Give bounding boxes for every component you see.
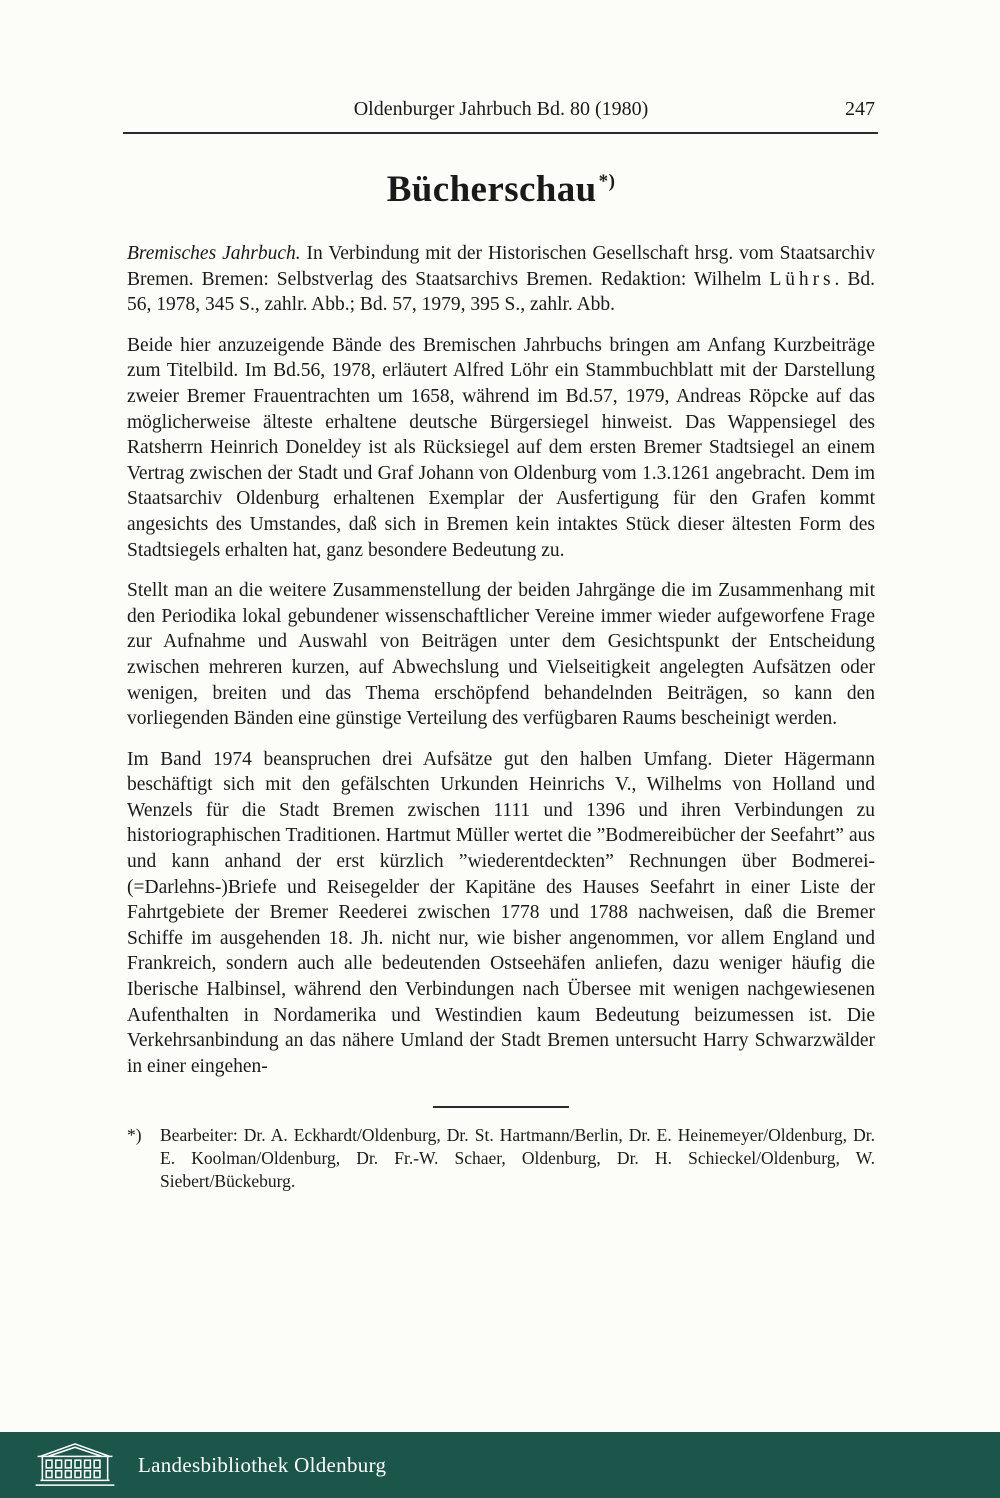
- reference-work-title: Bremisches Jahrbuch.: [127, 243, 301, 264]
- running-head: [127, 96, 875, 122]
- body-paragraph: Beide hier anzuzeigende Bände des Bremischen Jahrbuchs bringen am Anfang Kurzbeiträge zum Titelbild. Im Bd.56, 1978, erläutert Alfred Löhr ein Stammbuchblatt mit der Darstellung zweier Bremer Frauentrachten um 1658, während im Bd.57, 1979, Andreas Röpcke auf das möglicherweise älteste erhaltene deutsche Bürgersiegel hinweist. Das Wappensiegel des Ratsherrn Heinrich Doneldey ist als Rücksiegel auf dem ersten Bremer Stadtsiegel an einem Vertrag zwischen der Stadt und Graf Johann von Oldenburg vom 1.3.1261 angebracht. Dem im Staatsarchiv Oldenburg erhaltenen Exemplar der Ausfertigung für den Grafen kommt angesichts des Umstandes, daß sich in Bremen kein intaktes Stück dieser ältesten Form des Stadtsiegels erhalten hat, ganz besondere Bedeutung zu.: [127, 334, 875, 561]
- journal-title: Oldenburger Jahrbuch Bd. 80 (1980): [353, 98, 649, 120]
- body-paragraph: Im Band 1974 beanspruchen drei Aufsätze gut den halben Umfang. Dieter Hägermann beschäftigt sich mit den gefälschten Urkunden Heinrichs V., Wilhelms von Holland und Wenzels für die Stadt Bremen zwischen 1111 und 1396 und ihren Verbindungen zu historiographischen Traditionen. Hartmut Müller wertet die ”Bodmereibücher der Seefahrt” aus und kann anhand der erst kürzlich ”wiederentdeckten” Rechnungen über Bodmerei-(=Darlehns-)Briefe und Reisegelder der Kapitäne des Hauses Seefahrt in einer Liste der Fahrtgebiete der Bremer Reederei zwischen 1778 und 1788 nachweisen, daß die Bremer Schiffe im ausgehenden 18. Jh. nicht nur, wie bisher angenommen, vor allem England und Frankreich, sondern auch alle bedeutenden Ostseehäfen anliefen, dazu weniger häufig die Iberische Halbinsel, während den Verbindungen nach Übersee mit wenigen nachgewiesenen Aufenthalten in Nordamerika und Westindien kaum Bedeutung beizumessen ist. Die Verkehrsanbindung an das nähere Umland der Stadt Bremen untersucht Harry Schwarzwälder in einer eingehen-: [127, 748, 875, 1077]
- reference-text-b: . Bd. 56, 1978, 345 S., zahlr. Abb.; Bd. 57, 1979, 395 S., zahlr. Abb.: [127, 268, 875, 316]
- footnote-text: Bearbeiter: Dr. A. Eckhardt/Oldenburg, Dr. St. Hartmann/Berlin, Dr. E. Heinemeyer/Oldenburg, Dr. E. Koolman/Oldenburg, Dr. Fr.-W. Schaer, Oldenburg, Dr. H. Schieckel/Oldenburg, W. Siebert/Bückeburg.: [160, 1125, 875, 1192]
- bibliographic-reference: [127, 241, 875, 318]
- section-title-text: Bücherschau: [386, 169, 597, 210]
- reference-text-a: In Verbindung mit der Historischen Gesellschaft hrsg. vom Staatsarchiv Bremen. Bremen: Selbstverlag des Staatsarchivs Bremen. Redaktion: Wilhelm: [127, 243, 875, 290]
- footnote: [127, 1124, 875, 1193]
- footnote-separator: [433, 1106, 569, 1108]
- library-footer-bar: [0, 1432, 1000, 1498]
- reference-editor-name: Lührs: [769, 268, 835, 290]
- section-title: [127, 168, 875, 211]
- body-paragraph: Stellt man an die weitere Zusammenstellung der beiden Jahrgänge die im Zusammenhang mit den Periodika lokal gebundener wissenschaftlicher Vereine immer wieder aufgeworfene Frage zur Aufnahme und Auswahl von Beiträgen unter dem Gesichtspunkt der Entscheidung zwischen mehreren kurzen, auf Abwechslung und Vielseitigkeit angelegten Aufsätzen oder wenigen, breiten und das Thema erschöpfend behandelnden Beiträgen, so kann den vorliegenden Bänden eine günstige Verteilung des verfügbaren Raums bescheinigt werden.: [127, 580, 875, 730]
- title-footnote-marker: *): [598, 171, 616, 192]
- library-name: Landesbibliothek Oldenburg: [138, 1452, 387, 1477]
- page-number: 247: [845, 98, 875, 120]
- header-rule: [123, 132, 878, 134]
- library-building-icon: [28, 1441, 122, 1489]
- footnote-marker: *): [127, 1125, 142, 1146]
